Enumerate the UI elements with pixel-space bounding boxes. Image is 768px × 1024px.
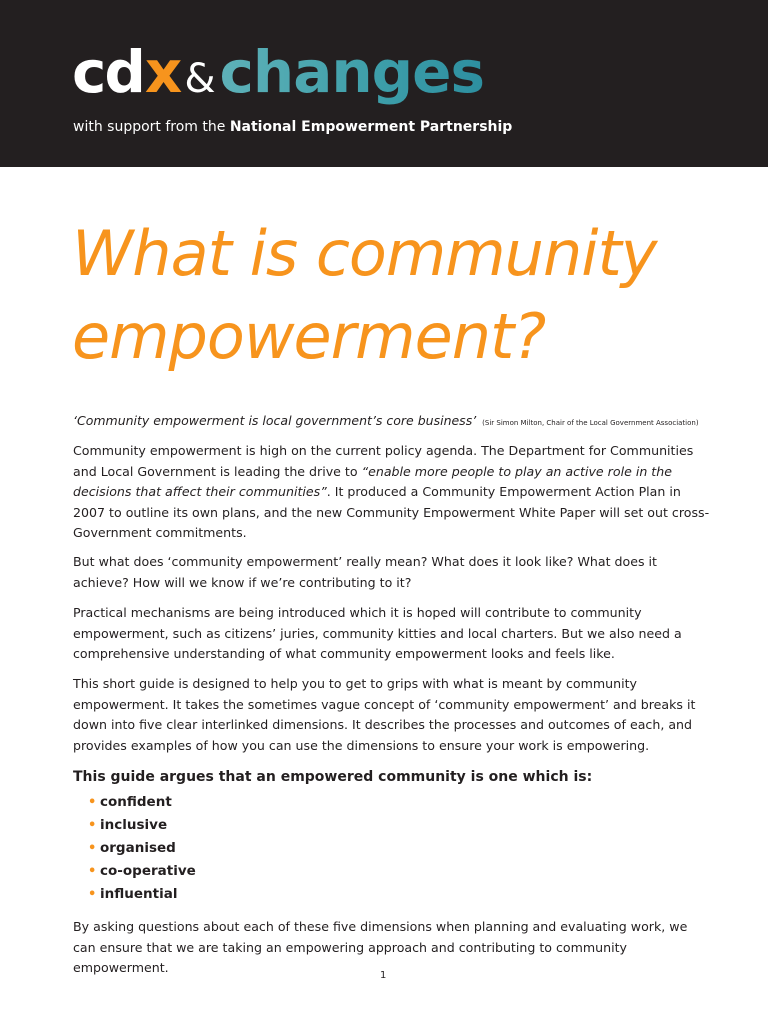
paragraph-2: But what does ‘community empowerment’ really mean? What does it look like? What does it achieve? How will we know if we’re contributing to it? — [73, 554, 657, 590]
tagline-prefix: with support from the — [73, 119, 226, 135]
quote-text: ‘Community empowerment is local government’s core business’ — [73, 413, 477, 428]
paragraph-5: By asking questions about each of these five dimensions when planning and evaluating work, we can ensure that we are taking an empowering approach and contributing to community empowerment. — [73, 919, 688, 975]
list-item — [88, 860, 196, 883]
p1-end: . It produced a Community Empowerment Action Plan in 2007 to outline its own plans, and the new Community Empowerment White Paper will set out cross-Government commitments. — [73, 484, 710, 540]
pull-quote — [73, 413, 753, 428]
list-item — [88, 814, 196, 837]
bullet-icon: • — [88, 887, 97, 902]
cdx-changes-logo — [72, 38, 484, 108]
argues-heading: This guide argues that an empowered community is one which is: — [73, 769, 593, 785]
logo-changes: changes — [219, 38, 485, 106]
logo-x: x — [144, 38, 183, 106]
logo-cd: cd — [72, 38, 144, 106]
list-item-label: inclusive — [100, 817, 168, 833]
paragraph-1 — [73, 441, 713, 544]
page-number: 1 — [380, 970, 387, 981]
page-title — [72, 212, 752, 378]
paragraph-4: This short guide is designed to help you to get to grips with what is meant by community empowerment. It takes the sometimes vague concept of ‘community empowerment’ and breaks it down into five clear interlinked dimensions. It describes the processes and outcomes of each, and provides examples of how you can use the dimensions to ensure your work is empowering. — [73, 676, 696, 753]
list-item — [88, 837, 196, 860]
header-banner — [0, 0, 768, 167]
p1-quote: “enable more people to play an active role in the decisions that affect their communities” — [73, 463, 672, 499]
bullet-icon: • — [88, 795, 97, 810]
p1-start: Community empowerment is high on the current policy agenda. The Department for Communities and Local Government is leading the drive to — [73, 443, 694, 479]
list-item-label: confident — [100, 794, 172, 810]
bullet-icon: • — [88, 818, 97, 833]
dimension-list — [88, 791, 196, 906]
list-item — [88, 883, 196, 906]
list-item — [88, 791, 196, 814]
bullet-icon: • — [88, 841, 97, 856]
title-line-1: What is community — [72, 217, 657, 290]
logo-ampersand: & — [184, 56, 216, 102]
list-item-label: co-operative — [100, 863, 196, 879]
tagline — [73, 119, 512, 135]
list-item-label: organised — [100, 840, 176, 856]
list-item-label: influential — [100, 886, 178, 902]
tagline-org: National Empowerment Partnership — [229, 119, 513, 135]
quote-attribution: (Sir Simon Milton, Chair of the Local Government Association) — [482, 419, 699, 427]
paragraph-3: Practical mechanisms are being introduced which it is hoped will contribute to community empowerment, such as citizens’ juries, community kitties and local charters. But we also need a comprehensive understanding of what community empowerment looks and feels like. — [73, 605, 682, 661]
title-line-2: empowerment? — [72, 300, 546, 373]
bullet-icon: • — [88, 864, 97, 879]
